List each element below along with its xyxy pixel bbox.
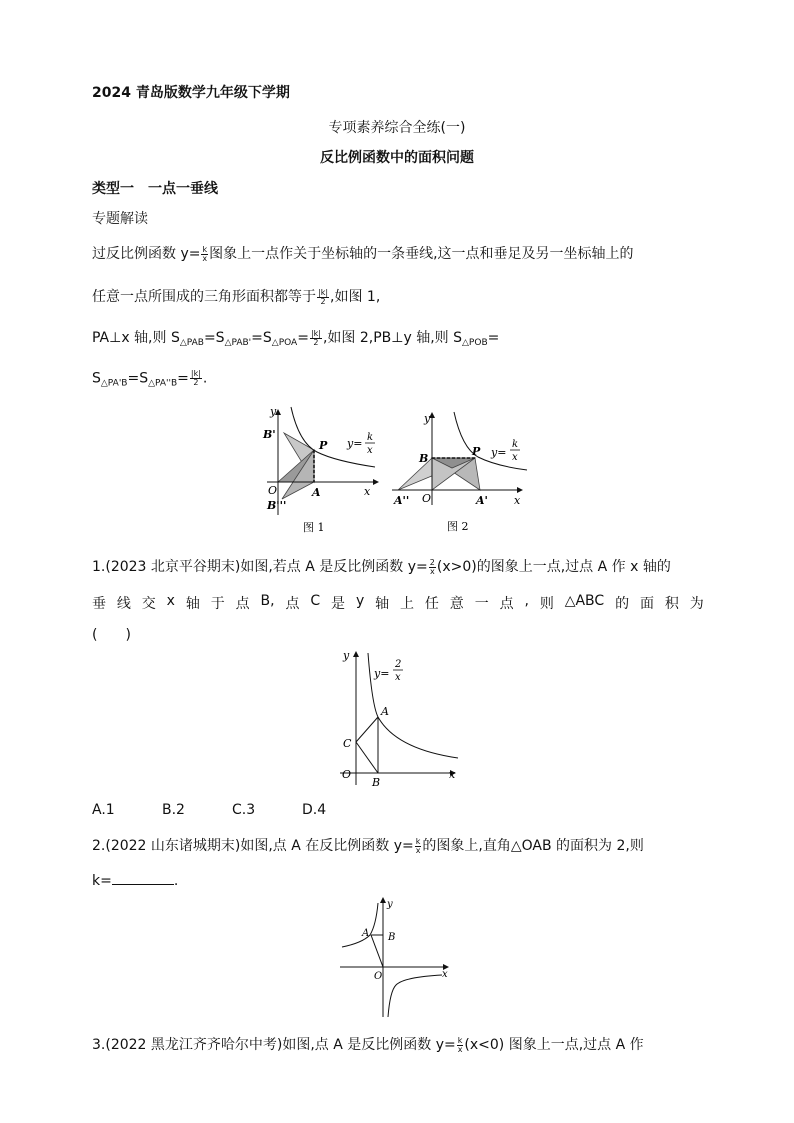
figure-2 <box>392 410 532 535</box>
section-heading: 类型一 一点一垂线 <box>92 181 218 197</box>
y-axis-arrow <box>353 651 359 657</box>
label-c: C <box>343 737 352 750</box>
label-b-triple: B''' <box>267 499 287 512</box>
q3-line-1: 3.(2022 黑龙江齐齐哈尔中考)如图,点 A 是反比例函数 y= $\frac{k}{x}$ (x<0) 图象上一点,过点 A 作 <box>92 1035 644 1054</box>
explain-line-1: 过反比例函数 y= $\frac{k}{x}$ 图象上一点作关于坐标轴的一条垂线,这一点和垂足及另一坐标轴上的 <box>92 244 634 263</box>
segment-ao <box>371 935 383 967</box>
label-func-x: x <box>367 445 373 456</box>
label-y: y <box>343 649 350 662</box>
section-subheading: 专题解读 <box>92 211 148 227</box>
label-x: x <box>364 485 371 498</box>
figure-1 <box>255 403 385 535</box>
q1-option-b[interactable]: B.2 <box>162 802 185 818</box>
label-x: x <box>442 969 448 980</box>
q1-option-c[interactable]: C.3 <box>232 802 256 818</box>
label-a: A <box>362 928 370 939</box>
label-p: P <box>472 445 481 458</box>
x-axis-arrow <box>517 487 523 493</box>
label-b: B <box>419 452 429 465</box>
label-y: y <box>387 899 393 910</box>
explain-line-4: $S_{\triangle PA'B}=S_{\triangle PA''B}=$ $\frac{|k|}{2}$ . <box>92 369 208 389</box>
label-func: y= <box>374 667 390 680</box>
q1-answer-paren: ( ) <box>92 627 131 643</box>
q2-line-2: k= . <box>92 873 179 889</box>
label-a: A <box>381 705 389 718</box>
hyperbola-branch-right <box>388 975 442 1017</box>
y-axis-arrow <box>380 897 386 903</box>
label-a-prime: A' <box>476 494 488 507</box>
q2-figure <box>338 895 458 1020</box>
label-p: P <box>319 439 328 452</box>
q1-figure <box>338 645 466 790</box>
q1-line-2: 垂 线 交 x 轴 于 点 B, 点 C 是 y 轴 上 任 意 一 点 , 则 △ABC 的 面 积 为 <box>92 593 704 612</box>
figure-1-caption: 图 1 <box>303 521 325 534</box>
q2-line-1: 2.(2022 山东诸城期末)如图,点 A 在反比例函数 y= $\frac{k}{x}$ 的图象上,直角△OAB 的面积为 2,则 <box>92 836 644 855</box>
label-x: x <box>449 768 456 781</box>
explain-line-3: PA⊥x 轴,则 $S_{\triangle PAB}=S_{\triangle PAB'}=S_{\triangle POA}=$ $\frac{|k|}{2}$ ,如图 2,PB⊥y 轴,则 $S_{\triangle POB}=$ <box>92 328 500 348</box>
label-b-prime: B' <box>263 428 276 441</box>
figure-2-caption: 图 2 <box>447 520 469 533</box>
label-y: y <box>270 405 277 418</box>
q2-answer-blank[interactable] <box>112 872 174 885</box>
q1-option-a[interactable]: A.1 <box>92 802 115 818</box>
label-func-k: k <box>367 432 374 443</box>
label-b: B <box>372 776 381 789</box>
label-o: O <box>268 484 278 497</box>
segment-ca <box>356 717 378 742</box>
series-title: 2024 青岛版数学九年级下学期 <box>92 85 290 101</box>
label-o: O <box>374 971 383 982</box>
label-o: O <box>342 768 352 781</box>
label-func-num: 2 <box>395 659 402 670</box>
label-a: A <box>312 486 321 499</box>
label-y: y <box>424 412 431 425</box>
q1-line-1: 1.(2023 北京平谷期末)如图,若点 A 是反比例函数 y= $\frac{2}{x}$ (x>0)的图象上一点,过点 A 作 x 轴的 <box>92 557 671 576</box>
segment-cb <box>356 742 378 773</box>
label-func: y= <box>347 437 363 450</box>
label-func-den: x <box>395 672 401 683</box>
label-func: y= <box>491 446 507 459</box>
q1-option-d[interactable]: D.4 <box>302 802 327 818</box>
label-o: O <box>422 492 432 505</box>
label-x: x <box>514 494 521 507</box>
label-b: B <box>388 932 396 943</box>
x-axis-arrow <box>373 479 379 485</box>
exercise-title: 专项素养综合全练(一) <box>328 120 466 136</box>
label-func-k: k <box>512 439 519 450</box>
topic-title: 反比例函数中的面积问题 <box>320 150 474 166</box>
explain-line-2: 任意一点所围成的三角形面积都等于 $\frac{|k|}{2}$ ,如图 1, <box>92 287 381 306</box>
label-func-x: x <box>512 452 518 463</box>
label-a-double-prime: A'' <box>394 494 410 507</box>
